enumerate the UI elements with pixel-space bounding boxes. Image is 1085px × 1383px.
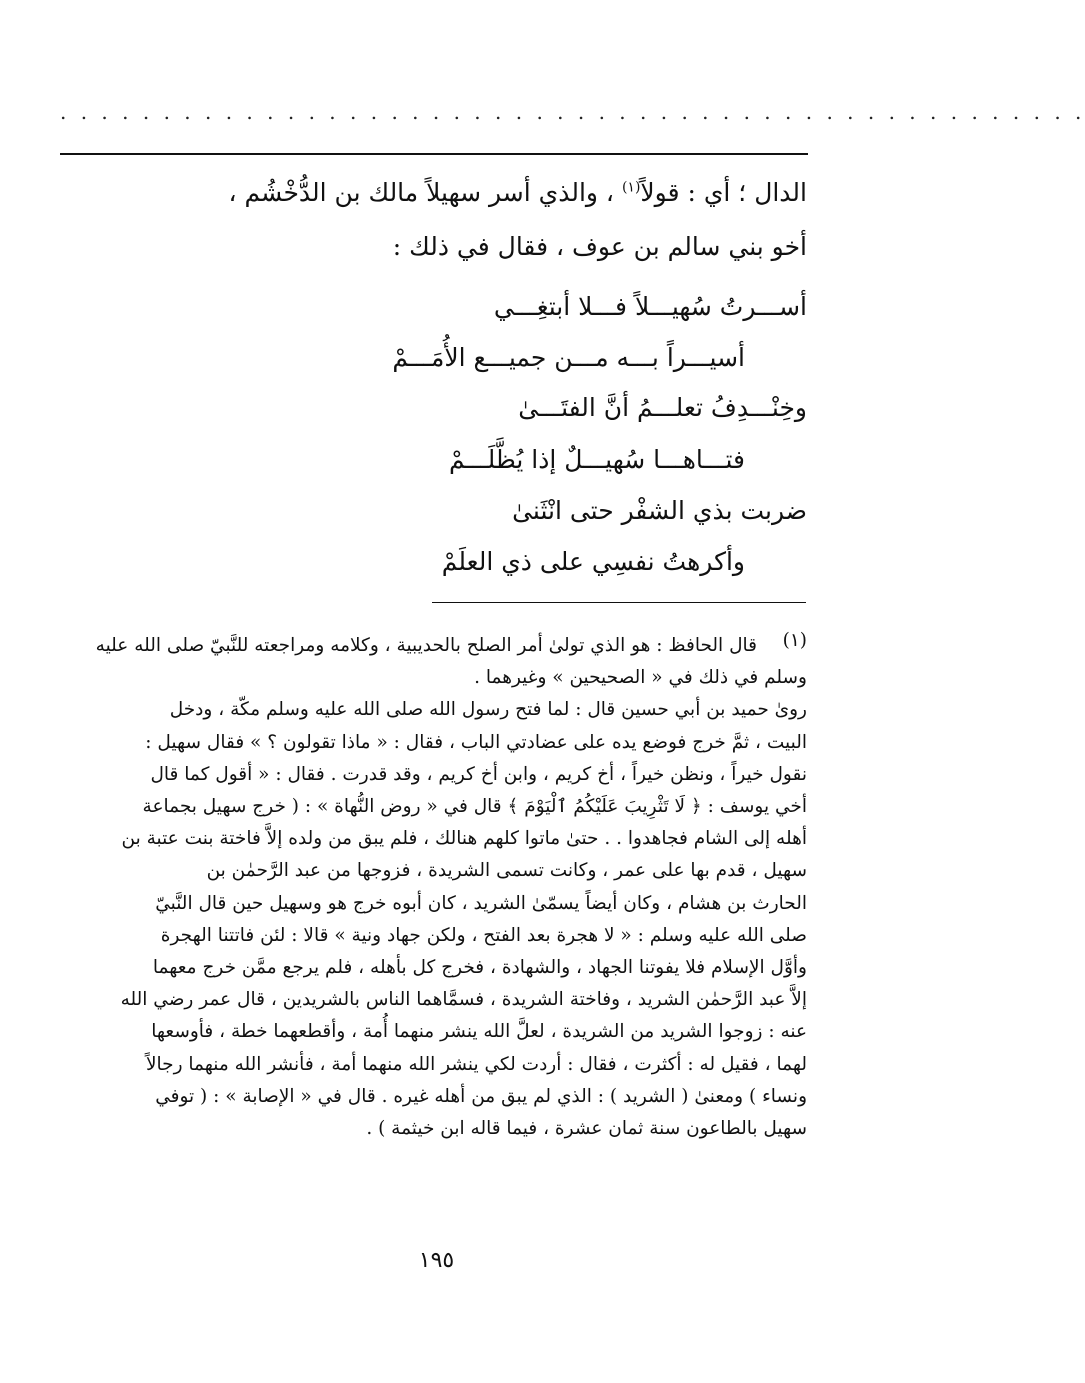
footnote-number: (١) xyxy=(782,630,807,651)
main-text-line-1-start: الدال ؛ أي : قولاً xyxy=(640,178,807,207)
footnote-line: لهما ، فقيل له : أكثرت ، فقال : أردت لكي ينشر الله منهما أمة ، فأنشر الله منهما رجالاً xyxy=(145,1053,807,1075)
footnote-line: نقول خيراً ، ونظن خيراً ، أخ كريم ، وابن أخ كريم ، وقد قدرت . فقال : « أقول كما قال xyxy=(150,763,807,785)
footnote-block xyxy=(53,630,807,1145)
header-rule xyxy=(60,153,808,155)
footnote-line: عنه : زوجوا الشريد من الشريدة ، لعلَّ الله ينشر منهما أُمة ، وأقطعهما خطة ، فأوسعها xyxy=(151,1021,807,1043)
footnote-rule xyxy=(432,602,806,603)
footnote-line: سهيل ، قدم بها على عمر ، وكانت تسمى الشريدة ، فزوجها من عبد الرَّحمٰن بن xyxy=(206,860,807,882)
footnote-line: صلى الله عليه وسلم : « لا هجرة بعد الفتح ، ولكن جهاد ونية » قالا : لئن فاتتنا الهجرة xyxy=(160,924,807,946)
footnote-line: أخي يوسف : ﴿ لَا تَثْرِيبَ عَلَيْكُمُ ٱلْيَوْمَ ﴾ قال في « روض النُّهاة » : ( خرج سهيل بجماعة xyxy=(142,796,807,818)
footnote-ref[interactable]: (١) xyxy=(621,179,641,196)
poem-verse-5: ضربت بذي الشفْر حتى انْثَنىٰ xyxy=(512,496,807,525)
footnote-line: الحارث بن هشام ، وكان أيضاً يسمّىٰ الشريد ، كان أبوه خرج هو وسهيل حين قال النَّبيّ xyxy=(155,892,807,914)
main-text-line-1-end: ، والذي أسر سهيلاً مالك بن الدُّخْشُم ، xyxy=(228,178,622,207)
main-text-line-1 xyxy=(47,178,807,207)
dotted-separator: . . . . . . . . . . . . . . . . . . . . . . . . . . . . . . . . . . . . . . . . . . . . . . . . . . xyxy=(60,100,1085,124)
main-text-line-2: أخو بني سالم بن عوف ، فقال في ذلك : xyxy=(392,232,807,261)
footnote-line: وسلم في ذلك في « الصحيحين » وغيرهما . xyxy=(474,667,807,689)
footnote-line: ونساء ) ومعنىٰ ( الشريد ) : الذي لم يبق من أهله غيره . قال في « الإصابة » : ( توفي xyxy=(155,1085,807,1107)
footnote-line: وأوَّل الإسلام فلا يفوتنا الجهاد ، والشهادة ، فخرج كل بأهله ، فلم يرجع ممَّن خرج معهما xyxy=(152,957,807,979)
poem-verse-1: أســـرتُ سُهيـــلاً فـــلا أبتغِـــي xyxy=(493,292,807,321)
footnote-line: روىٰ حميد بن أبي حسين قال : لما فتح رسول الله صلى الله عليه وسلم مكّة ، ودخل xyxy=(169,699,807,721)
poem-verse-6: وأكرهتُ نفسِي على ذي العلَمْ xyxy=(441,547,745,576)
footnote-line: قال الحافظ : هو الذي تولىٰ أمر الصلح بالحديبية ، وكلامه ومراجعته للنَّبيّ صلى الله عليه xyxy=(95,635,757,656)
page-number: ١٩٥ xyxy=(418,1248,455,1273)
poem-verse-4: فتـــاهـــا سُهيـــلٌ إذا يُظَّلَـــمْ xyxy=(449,445,745,474)
footnote-line: أهله إلى الشام فجاهدوا . . حتىٰ ماتوا كلهم هنالك ، فلم يبق من ولده إلاَّ فاختة بنت عتبة بن xyxy=(121,828,807,850)
poem-verse-3: وخِنْـــدِفُ تعلـــمُ أنَّ الفتَـــىٰ xyxy=(518,393,807,422)
poem-verse-2: أسيـــراً بـــه مـــن جميـــع الأُمَـــمْ xyxy=(392,343,745,372)
footnote-line: إلاَّ عبد الرَّحمٰن الشريد ، وفاختة الشريدة ، فسمَّاهما الناس بالشريدين ، قال عمر رضي الله xyxy=(120,989,807,1011)
footnote-line: البيت ، ثمَّ خرج فوضع يده على عضادتي الباب ، فقال : « ماذا تقولون ؟ » فقال سهيل : xyxy=(145,731,807,753)
footnote-line: سهيل بالطاعون سنة ثمان عشرة ، فيما قاله ابن خيثمة ) . xyxy=(366,1118,807,1140)
